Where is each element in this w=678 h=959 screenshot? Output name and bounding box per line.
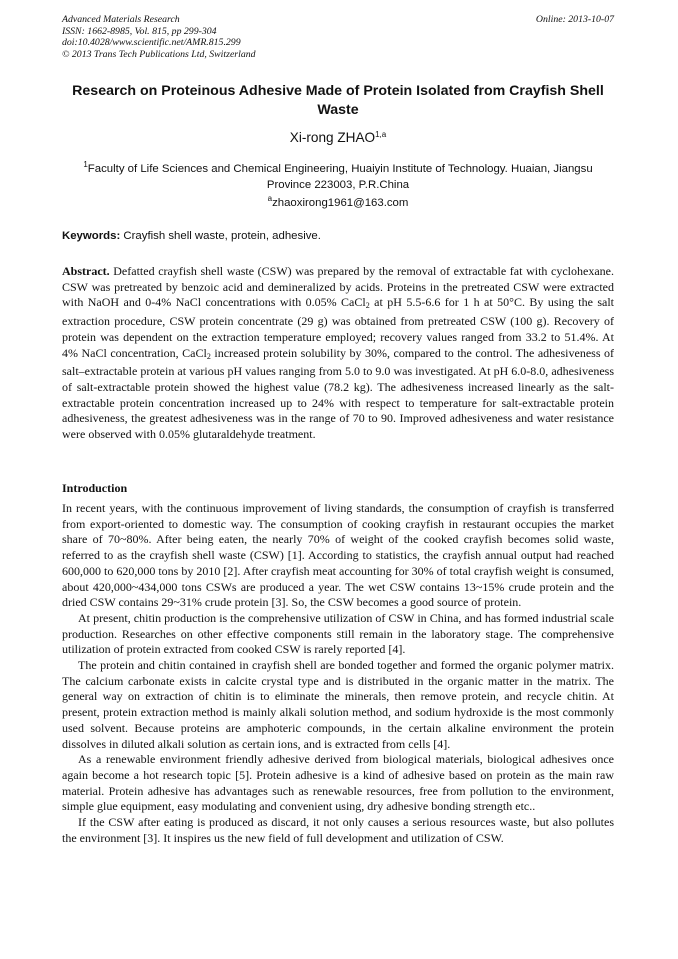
author-name: Xi-rong ZHAO xyxy=(289,130,376,145)
intro-paragraph: The protein and chitin contained in crayfish shell are bonded together and formed the organic polymer matrix. The calcium carbonate exists in calcite crystal type and is distributed in the organic matter in the matrix. The general way on extraction of chitin is to eliminate the minerals, then remove protein, and recycle chitin. At present, protein extraction method is mainly alkali solution method, and sodium hydroxide is the most commonly used solvent. Because proteins are amphoteric compounds, in the certain alkaline environment the protein dissolves in diluted alkali solution as certain ions, and is extracted from cells [4]. xyxy=(62,658,614,751)
abstract-text-3: increased protein solubility by 30%, compared to the control. The adhesiveness of salt–extractable protein at various pH values ranging from 5.0 to 9.0 was investigated. At pH 6.0-8.0, adhesiveness of salt-extractable protein showed the highest value (78.2 kg). The adhesiveness increased linearly as the salt-extractable protein concentration increased up to 24% with respect to temperature for salt-extractable protein adhesiveness, the greatest adhesiveness was in the range of 70 to 90. Improved adhesiveness and water resistance were observed with 0.05% glutaraldehyde treatment. xyxy=(62,345,615,442)
introduction-body xyxy=(62,501,614,846)
email-address: zhaoxirong1961@163.com xyxy=(272,197,409,209)
intro-paragraph: In recent years, with the continuous improvement of living standards, the consumption of crayfish is transferred from export-oriented to domestic way. The consumption of cooking crayfish in restaurant occupies the market share of 70~80%. After being eaten, the nearly 70% of weight of the cooked crayfish becomes solid waste, referred to as the crayfish shell waste (CSW) [1]. According to statistics, the crayfish annual output had reached 600,000 to 620,000 tons by 2010 [2]. After crayfish meat accounting for 30% of total crayfish weight is consumed, about 420,000~434,000 tons CSWs are produced a year. The wet CSW contains 13~15% crude protein and the dried CSW contains 29~31% crude protein [3]. So, the CSW becomes a good source of protein. xyxy=(62,501,614,610)
affiliation-text: Faculty of Life Sciences and Chemical Engineering, Huaiyin Institute of Technology. Huaian, Jiangsu Province 223003, P.R.China xyxy=(87,163,593,191)
affiliation xyxy=(62,157,614,193)
paper-title: Research on Proteinous Adhesive Made of Protein Isolated from Crayfish Shell Waste xyxy=(72,83,604,118)
keywords-label: Keywords: xyxy=(62,230,121,242)
abstract-text-1: Defatted crayfish shell waste (CSW) was prepared by the removal of extractable fat with cyclohexane. CSW was pretreated by benzoic acid and demineralized by acids. Proteins in the pretreated CSW were extracted with NaOH and 0-4% NaCl concentrations with 0.05% CaCl xyxy=(62,264,614,310)
author-superscript: 1,a xyxy=(375,130,387,139)
abstract xyxy=(62,264,614,443)
issn-line: ISSN: 1662-8985, Vol. 815, pp 299-304 xyxy=(62,25,217,37)
online-date: Online: 2013-10-07 xyxy=(535,14,614,25)
journal-name: Advanced Materials Research xyxy=(62,14,180,25)
abstract-text-2: at pH 5.5-6.6 for 1 h at 50°C. By using the salt extraction procedure, CSW protein concentrate (29 g) was obtained from pretreated CSW (100 g). Recovery of protein was dependent on the extraction temperature employed; recovery values ranged from 33.2 to 51.4%. At 4% NaCl concentration, CaCl xyxy=(62,295,615,360)
author-email xyxy=(62,194,614,209)
section-heading-introduction: Introduction xyxy=(62,481,128,495)
abstract-paragraph xyxy=(62,264,614,443)
copyright-line: © 2013 Trans Tech Publications Ltd, Switzerland xyxy=(62,48,256,60)
abstract-label: Abstract. xyxy=(62,264,110,278)
intro-paragraph: At present, chitin production is the comprehensive utilization of CSW in China, and has formed industrial scale production. Researches on other effective components still remain in the laboratory stage. The comprehensive utilization of protein extracted from cooked CSW is rarely reported [4]. xyxy=(62,610,614,657)
abstract-subscript-2: 2 xyxy=(206,351,211,361)
intro-paragraph: As a renewable environment friendly adhesive derived from biological materials, biological adhesives once again become a hot research topic [5]. Protein adhesive is a kind of adhesive based on protein as the main raw material. Protein adhesive has advantages such as renewable resources, free from pollution to the environment, simple glue equipment, easy modulating and convenient using, dry adhesive bonding strength etc.. xyxy=(62,752,614,814)
intro-paragraph: If the CSW after eating is produced as discard, it not only causes a serious resources waste, but also pollutes the environment [3]. It inspires us the new field of full development and utilization of CSW. xyxy=(62,815,614,845)
abstract-subscript-1: 2 xyxy=(365,301,370,311)
keywords-text: Crayfish shell waste, protein, adhesive. xyxy=(120,230,321,242)
doi-line: doi:10.4028/www.scientific.net/AMR.815.299 xyxy=(62,37,241,48)
email-superscript: a xyxy=(267,194,273,203)
affiliation-superscript: 1 xyxy=(83,160,88,169)
keywords xyxy=(62,230,614,242)
author xyxy=(62,130,614,145)
journal-header xyxy=(62,14,614,60)
